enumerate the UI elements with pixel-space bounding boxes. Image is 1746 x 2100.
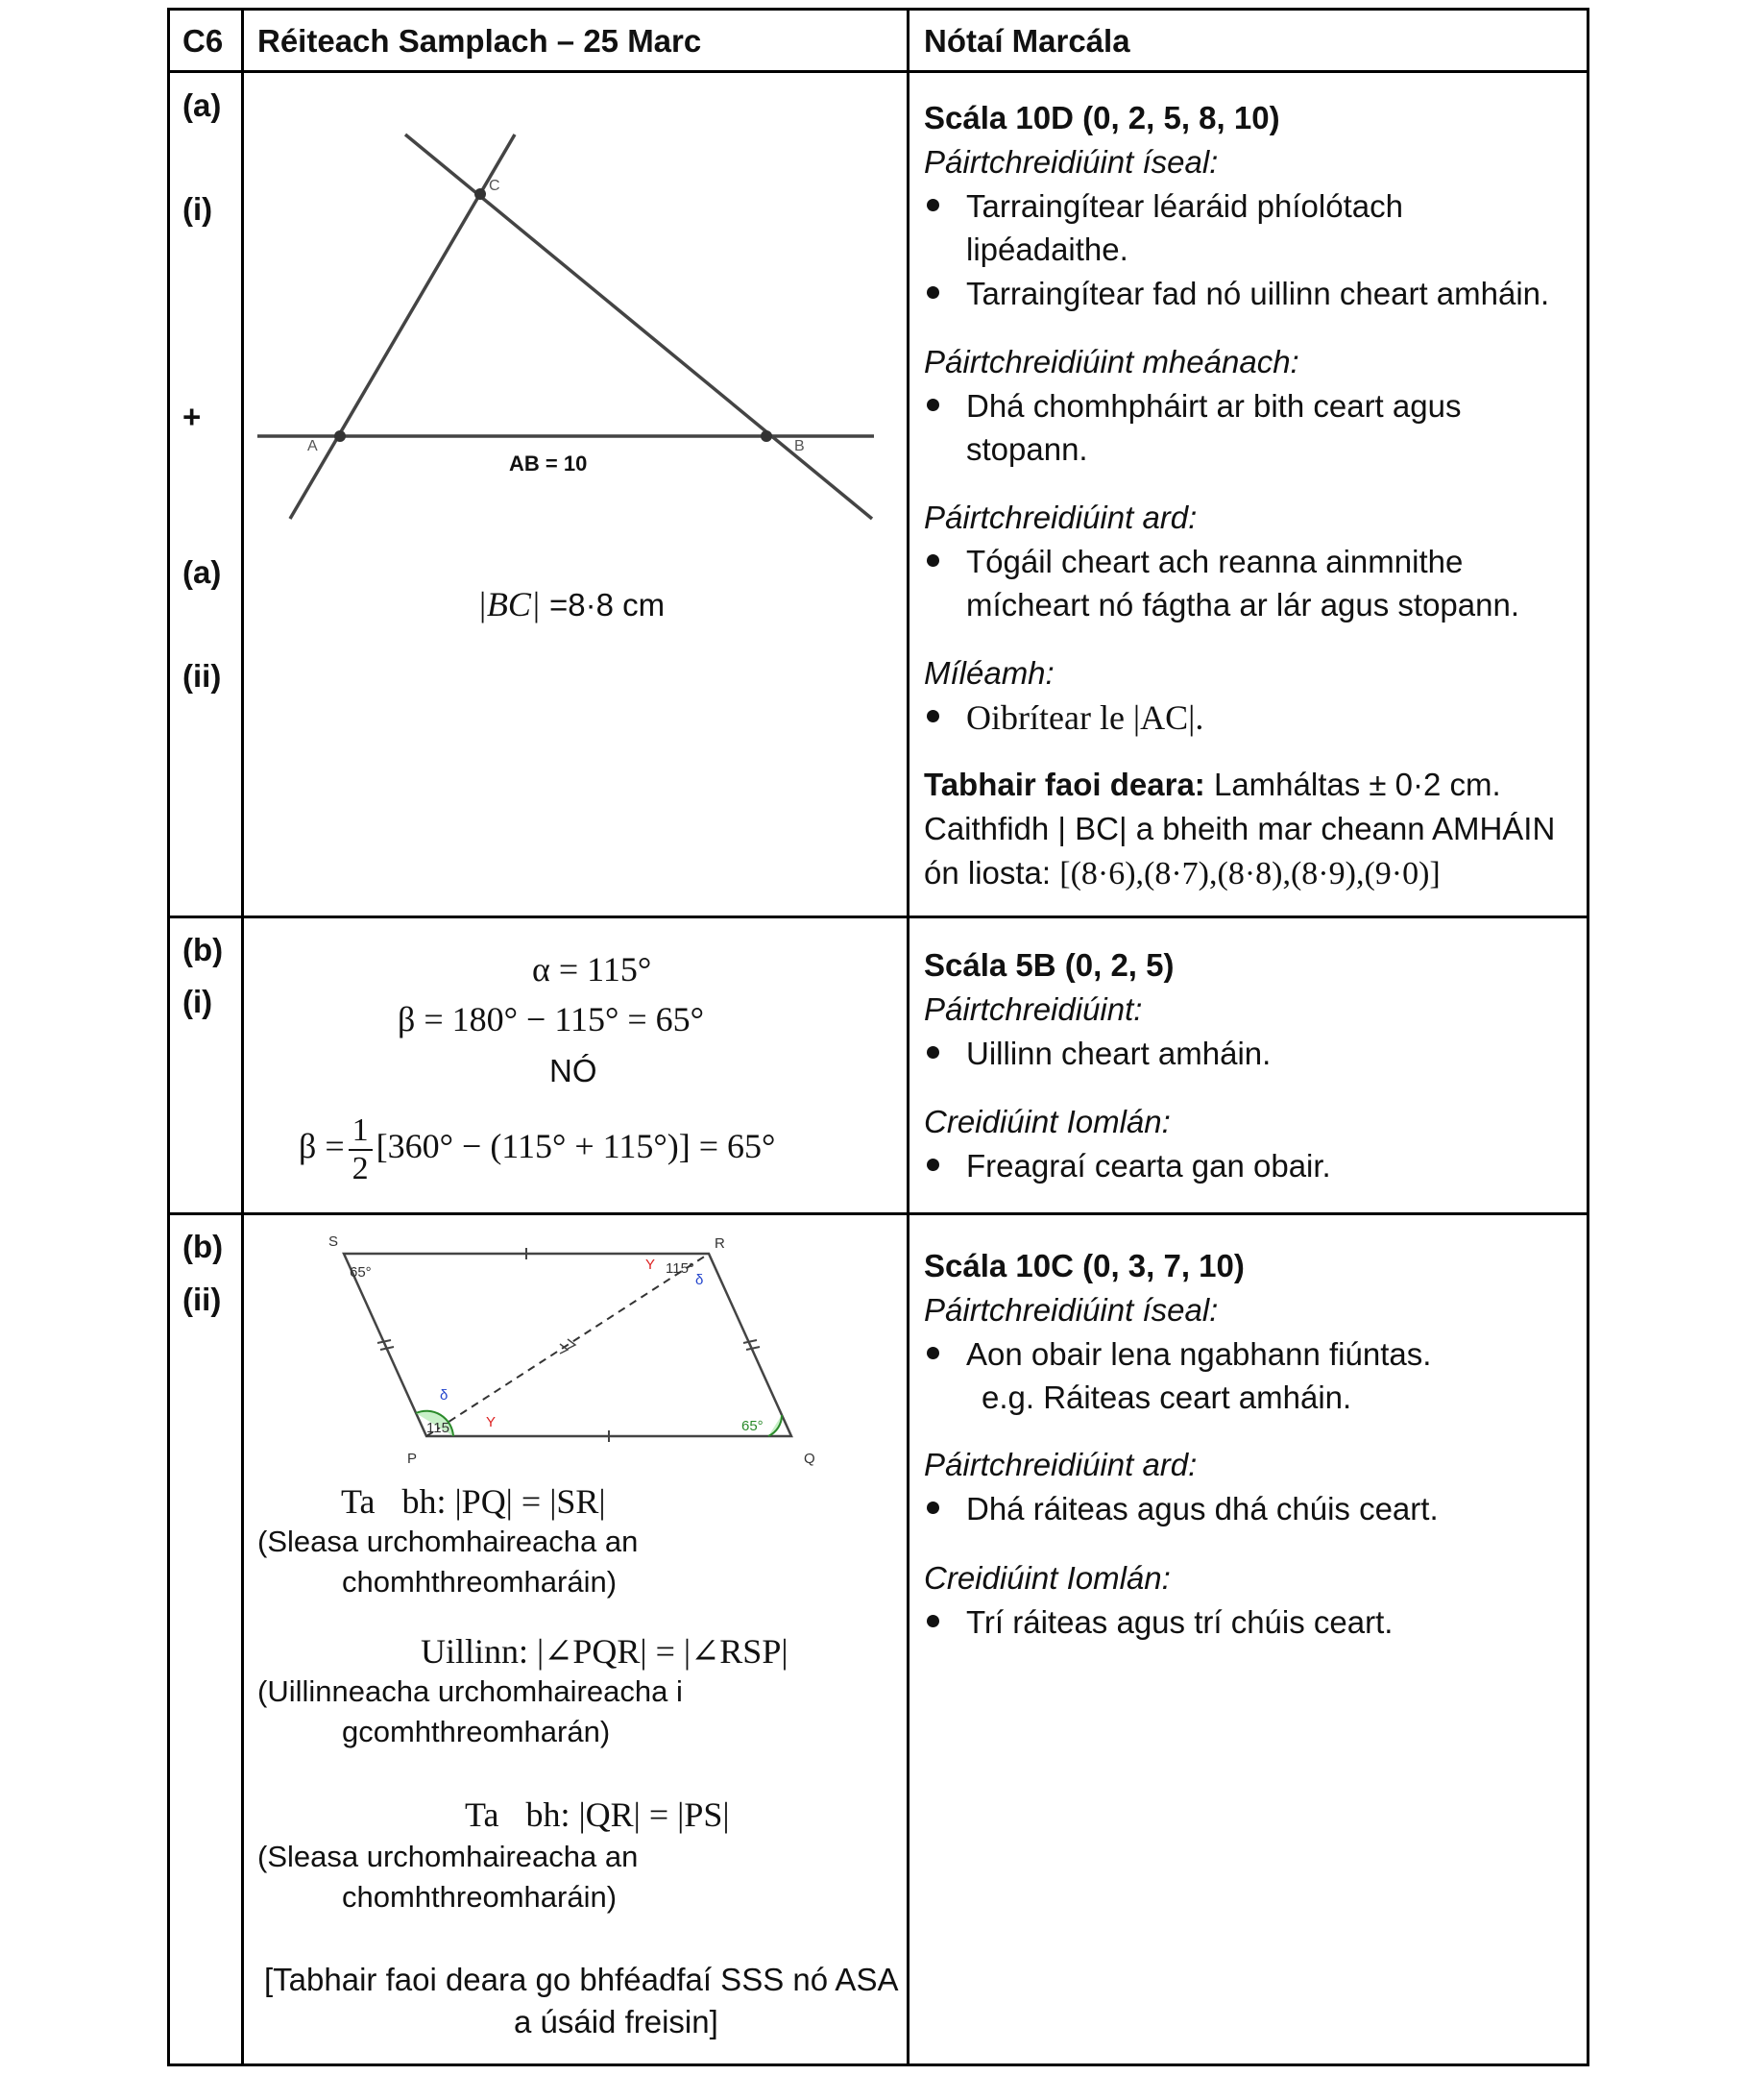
row1-high-item-b: mícheart nó fágtha ar lár agus stopann.: [966, 587, 1520, 623]
row1-label-a: (a): [182, 87, 222, 123]
or-text: NÓ: [549, 1053, 597, 1088]
angle-r-label: 115°: [666, 1260, 694, 1277]
final-note-a: [Tabhair faoi deara go bhféadfaí SSS nó ASA: [264, 1962, 899, 1997]
angle-p-label: 115: [426, 1420, 449, 1436]
ab-length-label: AB = 10: [509, 452, 588, 476]
final-note-b: a úsáid freisin]: [514, 2004, 718, 2039]
statement-angles: Uillinn: |∠PQR| = |∠RSP|: [421, 1632, 788, 1671]
note-tolerance: Lamháltas ± 0·2 cm.: [1204, 767, 1501, 802]
half-fraction: [349, 1112, 373, 1187]
row1-note-line3: [924, 851, 1441, 896]
row3-high-item: Dhá ráiteas agus dhá chúis ceart.: [966, 1491, 1439, 1526]
reason-3b: chomhthreomharáin): [342, 1880, 618, 1914]
note-list-values: [(8·6),(8·7),(8·8),(8·9),(9·0)]: [1059, 856, 1441, 891]
row1-low-item-2: Tarraingítear fad nó uillinn cheart amháin.: [966, 276, 1550, 311]
row2-full-title: Creidiúint Iomlán:: [924, 1104, 1171, 1139]
delta-label-p: δ: [440, 1387, 449, 1404]
row1-note-line1: [924, 763, 1501, 807]
row2-full-item: Freagraí cearta gan obair.: [966, 1148, 1331, 1184]
triangle-construction-diagram: [250, 125, 903, 528]
border-col2: [907, 8, 909, 2066]
fraction-numerator: 1: [349, 1112, 373, 1151]
row2-partial-title: Páirtchreidiúint:: [924, 991, 1143, 1027]
border-left: [167, 8, 170, 2066]
bullet: [927, 1502, 939, 1514]
angle-q-label: 65°: [741, 1418, 764, 1434]
row3-low-item-b: e.g. Ráiteas ceart amháin.: [982, 1380, 1352, 1415]
row1-label-i: (i): [182, 191, 213, 227]
bullet: [927, 710, 939, 722]
row3-high-title: Páirtchreidiúint ard:: [924, 1447, 1198, 1482]
row1-low-item-1: Tarraingítear léaráid phíolótach: [966, 188, 1403, 224]
note-bold: Tabhair faoi deara:: [924, 767, 1205, 802]
row2-partial-item: Uillinn cheart amháin.: [966, 1036, 1272, 1071]
bullet: [927, 1615, 939, 1627]
row1-label-ii: (ii): [182, 658, 222, 694]
row1-low-item-1b: lipéadaithe.: [966, 232, 1128, 267]
row3-scale: Scála 10C (0, 3, 7, 10): [924, 1248, 1245, 1283]
row3-label-b: (b): [182, 1229, 224, 1264]
border-row2: [167, 1212, 1588, 1215]
bullet: [927, 554, 939, 567]
eq3-lhs: β =: [299, 1127, 345, 1165]
angle-s-label: 65°: [350, 1264, 372, 1281]
row3-low-item-a: Aon obair lena ngabhann fiúntas.: [966, 1336, 1432, 1372]
bc-answer: [477, 582, 665, 627]
statement-sides-pq-sr: Ta bh: |PQ| = |SR|: [341, 1482, 606, 1521]
vertex-label-r: R: [715, 1235, 725, 1252]
row1-high-item-a: Tógáil cheart ach reanna ainmnithe: [966, 544, 1464, 579]
parallelogram-diagram: [327, 1225, 826, 1475]
row1-label-a2: (a): [182, 554, 222, 590]
row1-mid-item-a: Dhá chomhpháirt ar bith ceart agus: [966, 388, 1462, 424]
bc-label: |BC|: [477, 585, 541, 623]
delta-label-r: δ: [695, 1272, 704, 1288]
bc-value: =8·8 cm: [548, 587, 666, 623]
row3-full-title: Creidiúint Iomlán:: [924, 1560, 1171, 1596]
equation-alpha: α = 115°: [532, 950, 652, 989]
reason-1b: chomhthreomharáin): [342, 1565, 618, 1599]
equation-beta: β = 180° − 115° = 65°: [398, 1000, 705, 1038]
bullet: [927, 1159, 939, 1171]
statement-sides-qr-ps: Ta bh: |QR| = |PS|: [465, 1795, 730, 1834]
border-row1: [167, 916, 1588, 918]
row2-label-i: (i): [182, 984, 213, 1019]
bullet: [927, 286, 939, 299]
vertex-label-p: P: [407, 1451, 418, 1467]
row2-scale: Scála 5B (0, 2, 5): [924, 947, 1175, 983]
header-notes: Nótaí Marcála: [924, 23, 1130, 59]
bullet: [927, 1347, 939, 1359]
bullet: [927, 199, 939, 211]
y-label-p: Y: [486, 1414, 497, 1430]
row1-label-plus: +: [182, 399, 202, 434]
note-list-label: ón liosta:: [924, 855, 1060, 891]
reason-2b: gcomhthreomharán): [342, 1715, 611, 1748]
border-right: [1587, 8, 1589, 2066]
border-bottom: [167, 2063, 1588, 2066]
vertex-label-q: Q: [804, 1451, 815, 1467]
border-col1: [241, 8, 244, 2066]
row3-low-title: Páirtchreidiúint íseal:: [924, 1292, 1219, 1328]
fraction-denominator: 2: [352, 1150, 369, 1186]
reason-2a: (Uillinneacha urchomhaireacha i: [257, 1674, 683, 1708]
equation-beta-alt: [299, 1103, 775, 1189]
reason-1a: (Sleasa urchomhaireacha an: [257, 1525, 639, 1558]
row1-note-line2: Caithfidh | BC| a bheith mar cheann AMHÁIN: [924, 811, 1556, 846]
row1-scale: Scála 10D (0, 2, 5, 8, 10): [924, 100, 1280, 135]
border-header: [167, 70, 1588, 73]
bullet: [927, 399, 939, 411]
y-label-r: Y: [645, 1257, 656, 1273]
vertex-label-c: C: [489, 178, 500, 194]
reason-3a: (Sleasa urchomhaireacha an: [257, 1840, 639, 1873]
border-top: [167, 8, 1588, 11]
row1-mid-title: Páirtchreidiúint mheánach:: [924, 344, 1299, 379]
row1-low-title: Páirtchreidiúint íseal:: [924, 144, 1219, 180]
eq3-rhs: [360° − (115° + 115°)] = 65°: [376, 1127, 776, 1165]
row3-full-item: Trí ráiteas agus trí chúis ceart.: [966, 1604, 1394, 1640]
bullet: [927, 1046, 939, 1059]
row1-misread-title: Míléamh:: [924, 655, 1055, 691]
vertex-label-b: B: [794, 438, 805, 454]
row1-mid-item-b: stopann.: [966, 431, 1088, 467]
header-question: C6: [182, 23, 224, 59]
row1-high-title: Páirtchreidiúint ard:: [924, 500, 1198, 535]
row1-misread-text: Oibrítear le |AC|.: [966, 698, 1204, 737]
row3-label-ii: (ii): [182, 1282, 222, 1317]
vertex-label-a: A: [307, 438, 318, 454]
header-solution: Réiteach Samplach – 25 Marc: [257, 23, 702, 59]
row2-label-b: (b): [182, 932, 224, 967]
vertex-label-s: S: [328, 1233, 339, 1250]
